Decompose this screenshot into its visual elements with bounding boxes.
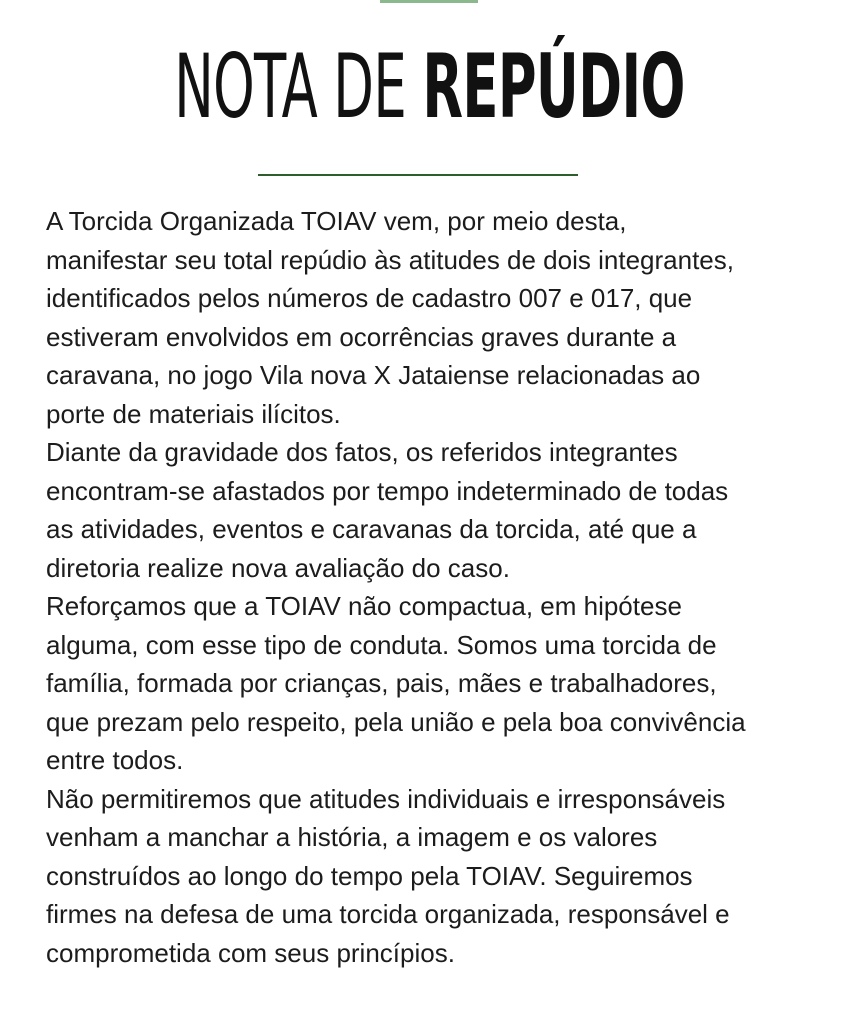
statement-line: encontram-se afastados por tempo indeterminado de todas xyxy=(46,475,729,506)
statement-line: família, formada por crianças, pais, mães e trabalhadores, xyxy=(46,668,717,698)
title-part-nota-de: NOTA DE xyxy=(173,35,422,138)
statement-line: Reforçamos que a TOIAV não compactua, em hipótese xyxy=(46,591,682,621)
statement-line: alguma, com esse tipo de conduta. Somos uma torcida de xyxy=(46,629,717,660)
statement-line: Diante da gravidade dos fatos, os referidos integrantes xyxy=(46,437,678,467)
statement-line: diretoria realize nova avaliação do caso. xyxy=(46,552,510,583)
statement-line: comprometida com seus princípios. xyxy=(46,937,455,968)
statement-line: identificados pelos números de cadastro 007 e 017, que xyxy=(46,283,693,313)
statement-line: firmes na defesa de uma torcida organizada, responsável e xyxy=(46,899,730,929)
title-text xyxy=(174,22,685,152)
top-accent-bar xyxy=(380,0,478,3)
statement-line: porte de materiais ilícitos. xyxy=(46,398,341,429)
page-title xyxy=(0,22,858,152)
statement-line: estiveram envolvidos em ocorrências graves durante a xyxy=(46,321,677,352)
statement-line: venham a manchar a história, a imagem e os valores xyxy=(46,822,658,852)
statement-line: A Torcida Organizada TOIAV vem, por meio desta, xyxy=(46,206,627,236)
statement-line: Não permitiremos que atitudes individuais e irresponsáveis xyxy=(46,783,726,814)
statement-line: manifestar seu total repúdio às atitudes de dois integrantes, xyxy=(46,244,734,275)
statement-line: as atividades, eventos e caravanas da torcida, até que a xyxy=(46,514,697,544)
statement-line: caravana, no jogo Vila nova X Jataiense relacionadas ao xyxy=(46,360,701,390)
statement-line: que prezam pelo respeito, pela união e pela boa convivência xyxy=(46,706,746,737)
statement-body xyxy=(46,202,836,972)
statement-line: entre todos. xyxy=(46,745,184,775)
title-divider xyxy=(258,174,578,176)
statement-line: construídos ao longo do tempo pela TOIAV. Seguiremos xyxy=(46,860,693,891)
title-part-repudio: REPÚDIO xyxy=(421,35,685,138)
